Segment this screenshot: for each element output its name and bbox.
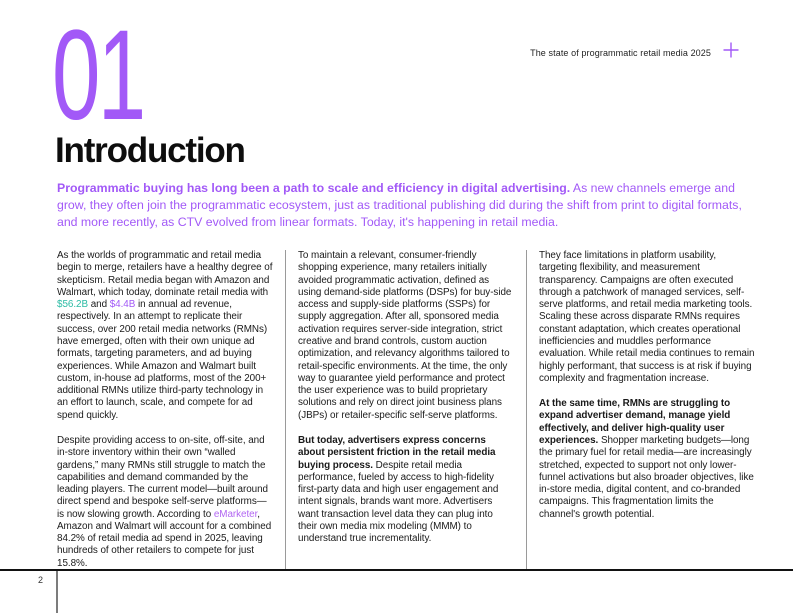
lead-paragraph [57, 180, 763, 232]
col2-p2-bold-sentence: But today, advertisers express concerns about persistent friction in the retail media buying process. [298, 434, 496, 471]
emarketer-link[interactable]: eMarketer [213, 508, 258, 520]
plus-icon [723, 42, 739, 63]
walmart-ad-revenue-value: $4.4B [109, 299, 136, 311]
page-title: Introduction [55, 131, 245, 170]
column-divider-1 [285, 250, 286, 569]
column-3 [539, 250, 755, 569]
lead-rest: As new channels emerge and grow, they often join the programmatic ecosystem, just as traditional publishing did during the shift from print to digital formats, and more recently, as CTV evolved from linear formats. Today, it's happening in retail media. [57, 181, 742, 230]
page-header [530, 42, 739, 63]
col1-paragraph-1 [57, 250, 273, 422]
col1-p1-and: and [88, 299, 110, 311]
col3-paragraph-2 [539, 398, 755, 521]
col3-paragraph-1: They face limitations in platform usability, targeting flexibility, and measurement transparency. Campaigns are often executed through a patchwork of managed services, self-serve platforms, and retail media marketing tools. Scaling these across disparate RMNs requires constant adaptation, which creates operational inefficiencies and muddles performance evaluation. While retail media continues to remain highly performant, that success is at risk if buying complexity and fragmentation increase. [539, 250, 755, 384]
page-number: 2 [38, 575, 44, 585]
lead-bold-sentence: Programmatic buying has long been a path to scale and efficiency in digital advertising. [57, 181, 571, 195]
column-divider-2 [526, 250, 527, 569]
body-columns [57, 250, 755, 569]
col1-p1-text: As the worlds of programmatic and retail media begin to merge, retailers have a healthy degree of skepticism. Retail media began with Amazon and Walmart, which today, dominate retail media with [57, 250, 273, 298]
report-title: The state of programmatic retail media 2025 [530, 47, 711, 58]
column-2 [298, 250, 514, 569]
col1-paragraph-2 [57, 435, 273, 570]
col3-p2-text: Shopper marketing budgets—long the primary fuel for retail media—are increasingly stretched, expected to support not only lower-funnel activations but also broader objectives, like in-store media, digital content, and co-branded campaigns. This fragmentation limits the channel's growth potential. [539, 434, 754, 520]
amazon-ad-revenue-value: $56.2B [57, 299, 88, 311]
col1-p1-text-after: in annual ad revenue, respectively. In an attempt to replicate their success, over 200 retail media networks (RMNs) have emerged, often with their own unique ad formats, targeting parameters, and ad buying experiences. While Amazon and Walmart built custom, in-house ad platforms, most of the 200+ additional RMNs utilize third-party technology in an effort to launch, scale, and compete for ad spend quickly. [57, 299, 268, 421]
column-1 [57, 250, 273, 569]
col1-p2-text: Despite providing access to on-site, off-site, and in-store inventory within their own “walled gardens,” many RMNs still struggle to match the capabilities and demand commanded by the leading players. The current model—built around direct spend and bespoke self-serve platforms—is now slowing growth. According to [57, 434, 268, 520]
footer-rule [0, 569, 793, 571]
col1-p2-text-after: , Amazon and Walmart will account for a combined 84.2% of retail media ad spend in 2025, leaving hundreds of other retailers to compete for just 15.8%. [57, 508, 272, 569]
col3-p2-bold-sentence: At the same time, RMNs are struggling to expand advertiser demand, manage yield effectively, and deliver high-quality user experiences. [539, 398, 731, 446]
chapter-number: 01 [52, 4, 144, 147]
col2-p2-text: Despite retail media performance, fueled by access to high-fidelity first-party data and high user engagement and intent signals, brands want more. Advertisers want transaction level data they can plug into their own media mix modeling (MMM) to understand true incrementality. [298, 459, 499, 545]
footer-margin-line [56, 571, 58, 613]
col2-paragraph-2 [298, 435, 514, 546]
col2-paragraph-1: To maintain a relevant, consumer-friendly shopping experience, many retailers initially avoided programmatic activation, defined as using demand-side platforms (DSPs) for buy-side access and supply-side platforms (SSPs) for supply aggregation. After all, sponsored media activation requires server-side integration, strict creative and brand controls, custom auction optimization, and relevancy algorithms tailored to retail-specific environments. At the time, the only way to guarantee yield performance and protect the user experience was to build proprietary solutions and rely on direct joint business plans (JBPs) or retailer-specific self-serve platforms. [298, 250, 512, 421]
